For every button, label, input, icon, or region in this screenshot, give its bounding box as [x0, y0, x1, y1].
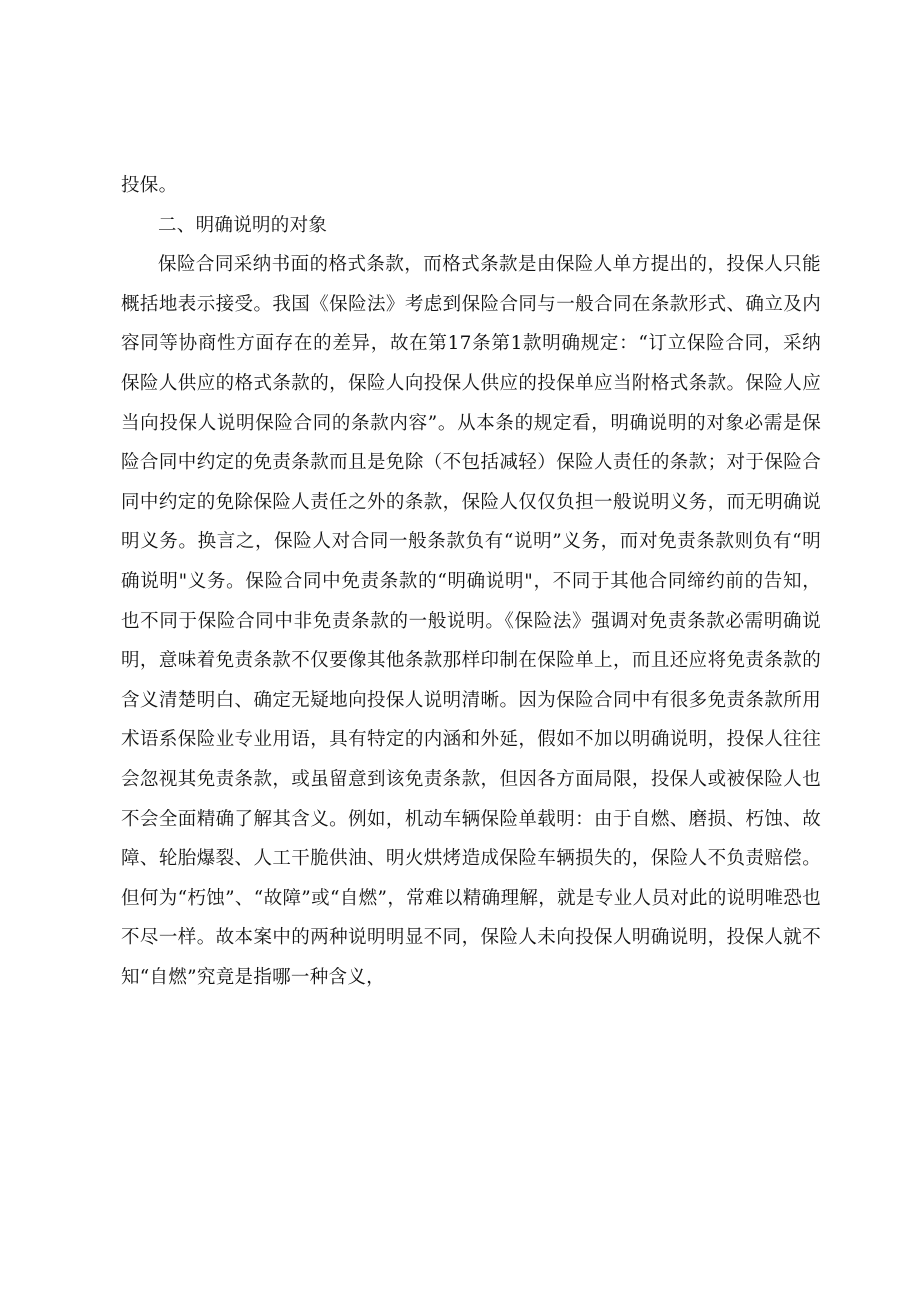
- body-text: [121, 166, 821, 997]
- body-paragraph: 保险合同采纳书面的格式条款，而格式条款是由保险人单方提出的，投保人只能概括地表示接受。我国《保险法》考虑到保险合同与一般合同在条款形式、确立及内容同等协商性方面存在的差异，故在第17条第1款明确规定：“订立保险合同，采纳保险人供应的格式条款的，保险人向投保人供应的投保单应当附格式条款。保险人应当向投保人说明保险合同的条款内容”。从本条的规定看，明确说明的对象必需是保险合同中约定的免责条款而且是免除（不包括减轻）保险人责任的条款；对于保险合同中约定的免除保险人责任之外的条款，保险人仅仅负担一般说明义务，而无明确说明义务。换言之，保险人对合同一般条款负有“说明”义务，而对免责条款则负有“明确说明"义务。保险合同中免责条款的“明确说明"，不同于其他合同缔约前的告知，也不同于保险合同中非免责条款的一般说明。《保险法》强调对免责条款必需明确说明，意味着免责条款不仅要像其他条款那样印制在保险单上，而且还应将免责条款的含义清楚明白、确定无疑地向投保人说明清晰。因为保险合同中有很多免责条款所用术语系保险业专业用语，具有特定的内涵和外延，假如不加以明确说明，投保人往往会忽视其免责条款，或虽留意到该免责条款，但因各方面局限，投保人或被保险人也不会全面精确了解其含义。例如，机动车辆保险单载明：由于自燃、磨损、朽蚀、故障、轮胎爆裂、人工干脆供油、明火烘烤造成保险车辆损失的，保险人不负责赔偿。但何为“朽蚀”、“故障”或“自燃”，常难以精确理解，就是专业人员对此的说明唯恐也不尽一样。故本案中的两种说明明显不同，保险人未向投保人明确说明，投保人就不知“自燃”究竟是指哪一种含义，: [121, 254, 821, 988]
- section-heading: 二、明确说明的对象: [158, 214, 328, 236]
- continuation-line: 投保。: [121, 175, 178, 196]
